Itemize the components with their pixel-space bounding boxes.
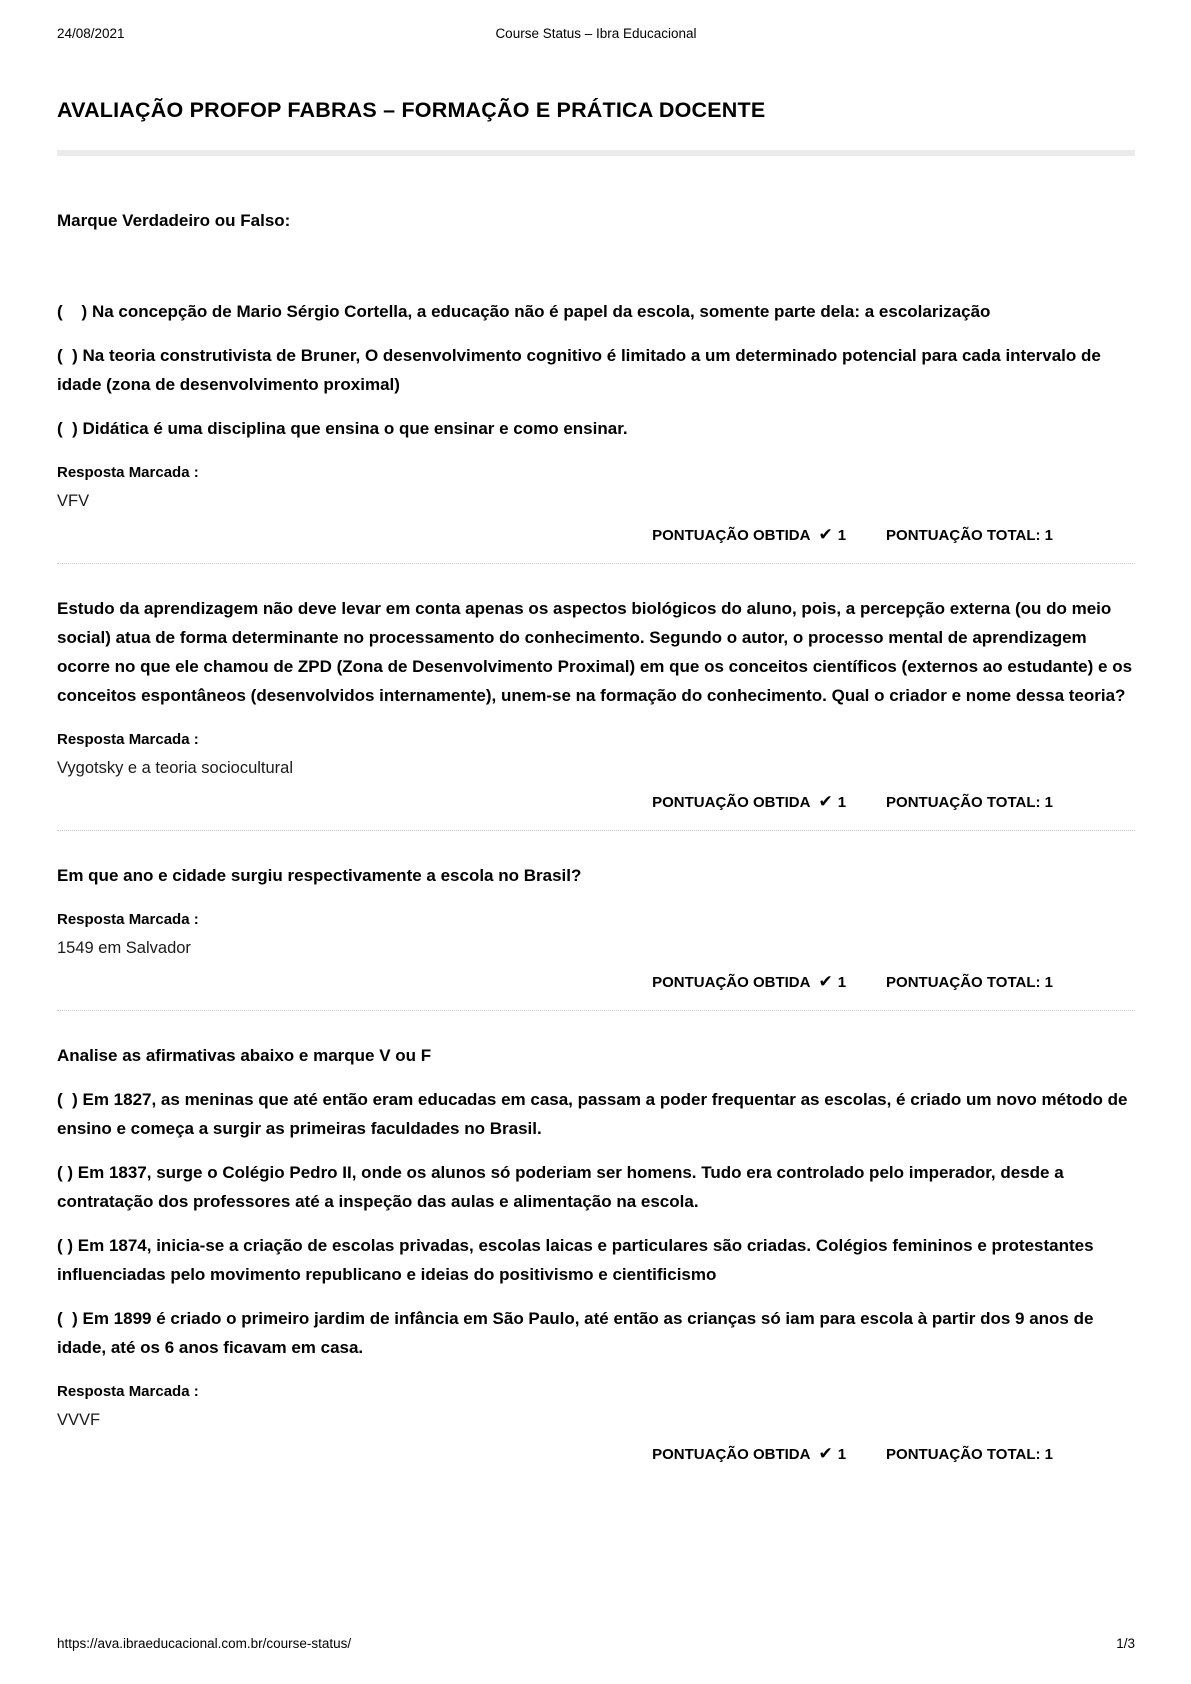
question-text: ( ) Em 1837, surge o Colégio Pedro II, onde os alunos só poderiam ser homens. Tudo era controlado pelo imperador, desde a contratação dos professores até a inspeção das aulas e alimentação na escola. [57, 1163, 1069, 1211]
score-obtained-value: 1 [837, 794, 847, 811]
score-obtained-label: PONTUAÇÃO OBTIDA [652, 1446, 811, 1463]
answer-label: Resposta Marcada : [57, 731, 199, 748]
check-icon: ✔ [818, 972, 833, 991]
question-block [57, 861, 1135, 994]
question-text: ( ) Em 1874, inicia-se a criação de escolas privadas, escolas laicas e particulares são criadas. Colégios femininos e protestantes influenciadas pelo movimento republicano e ideias do positivismo e cientificismo [57, 1236, 1099, 1284]
score-row [57, 1443, 1135, 1466]
page-title: AVALIAÇÃO PROFOP FABRAS – FORMAÇÃO E PRÁTICA DOCENTE [57, 98, 766, 122]
title-divider [57, 150, 1135, 156]
check-icon: ✔ [818, 525, 833, 544]
score-row [57, 524, 1135, 547]
question-separator [57, 563, 1135, 564]
answer-label: Resposta Marcada : [57, 1383, 199, 1400]
footer-page-number: 1/3 [1116, 1636, 1135, 1651]
answer-label: Resposta Marcada : [57, 911, 199, 928]
question-text: ( ) Na concepção de Mario Sérgio Cortella, a educação não é papel da escola, somente parte dela: a escolarização [57, 302, 991, 321]
score-obtained-label: PONTUAÇÃO OBTIDA [652, 527, 811, 544]
score-obtained-value: 1 [837, 974, 847, 991]
content [57, 0, 1135, 1466]
answer-label: Resposta Marcada : [57, 464, 199, 481]
score-obtained-label: PONTUAÇÃO OBTIDA [652, 794, 811, 811]
score-total-label: PONTUAÇÃO TOTAL: 1 [886, 1446, 1053, 1463]
score-obtained-value: 1 [837, 1446, 847, 1463]
question-text: Em que ano e cidade surgiu respectivamente a escola no Brasil? [57, 866, 582, 885]
question-block [57, 594, 1135, 814]
score-row [57, 971, 1135, 994]
score-total-label: PONTUAÇÃO TOTAL: 1 [886, 974, 1053, 991]
check-icon: ✔ [818, 792, 833, 811]
print-date: 24/08/2021 [57, 26, 125, 41]
score-total-label: PONTUAÇÃO TOTAL: 1 [886, 527, 1053, 544]
footer-url: https://ava.ibraeducacional.com.br/course-status/ [57, 1636, 352, 1651]
question-text: Estudo da aprendizagem não deve levar em conta apenas os aspectos biológicos do aluno, pois, a percepção externa (ou do meio social) atua de forma determinante no processamento do conhecimento. Segundo o autor, o processo mental de aprendizagem ocorre no que ele chamou de ZPD (Zona de Desenvolvimento Proximal) em que os conceitos científicos (externos ao estudante) e os conceitos espontâneos (desenvolvidos internamente), unem-se na formação do conhecimento. Qual o criador e nome dessa teoria? [57, 599, 1137, 705]
answer-value: 1549 em Salvador [57, 939, 191, 957]
score-obtained-value: 1 [837, 527, 847, 544]
question-block [57, 206, 1135, 547]
question-block [57, 1041, 1135, 1466]
print-footer [57, 1636, 1135, 1652]
question-text: ( ) Em 1899 é criado o primeiro jardim de infância em São Paulo, até então as crianças só iam para escola à partir dos 9 anos de idade, até os 6 anos ficavam em casa. [57, 1309, 1099, 1357]
answer-value: VFV [57, 492, 90, 510]
score-row [57, 791, 1135, 814]
score-total-label: PONTUAÇÃO TOTAL: 1 [886, 794, 1053, 811]
score-obtained-label: PONTUAÇÃO OBTIDA [652, 974, 811, 991]
question-lead: Analise as afirmativas abaixo e marque V ou F [57, 1046, 432, 1065]
answer-value: VVVF [57, 1411, 101, 1429]
question-separator [57, 830, 1135, 831]
question-lead: Marque Verdadeiro ou Falso: [57, 211, 291, 230]
questions-list [57, 206, 1135, 1466]
question-separator [57, 1010, 1135, 1011]
print-doc-title: Course Status – Ibra Educacional [495, 26, 697, 41]
question-text: ( ) Didática é uma disciplina que ensina o que ensinar e como ensinar. [57, 419, 628, 438]
question-text: ( ) Em 1827, as meninas que até então eram educadas em casa, passam a poder frequentar as escolas, é criado um novo método de ensino e começa a surgir as primeiras faculdades no Brasil. [57, 1090, 1133, 1138]
check-icon: ✔ [818, 1444, 833, 1463]
answer-value: Vygotsky e a teoria sociocultural [57, 759, 294, 777]
question-text: ( ) Na teoria construtivista de Bruner, O desenvolvimento cognitivo é limitado a um determinado potencial para cada intervalo de idade (zona de desenvolvimento proximal) [57, 346, 1106, 394]
